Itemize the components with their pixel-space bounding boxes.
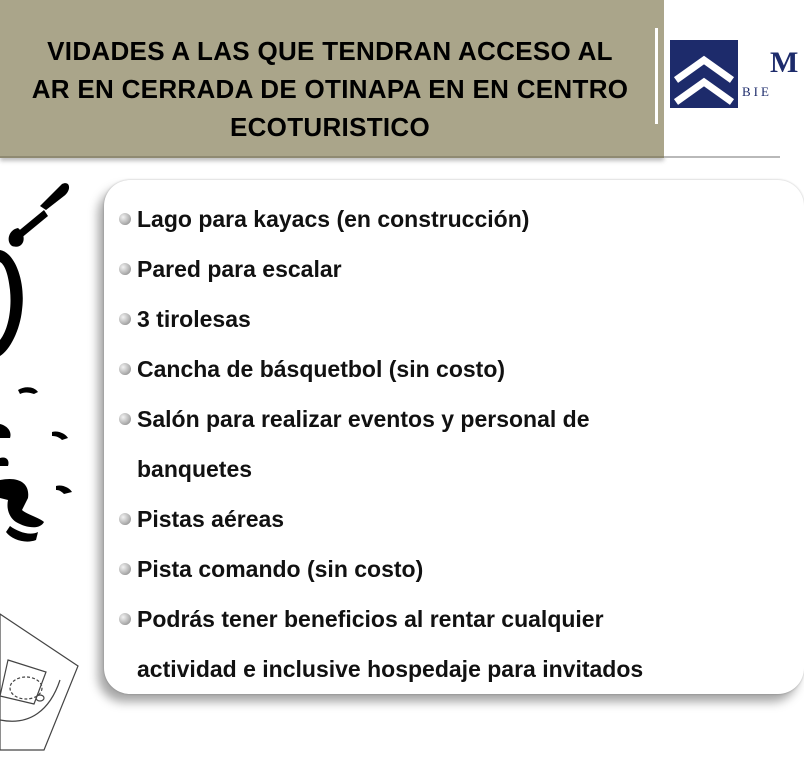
- bullet-icon: [119, 613, 131, 625]
- list-item: [118, 494, 643, 544]
- list-item: [118, 194, 643, 244]
- title-line-1: VIDADES A LAS QUE TENDRAN ACCESO AL: [47, 36, 613, 66]
- kayaker-silhouette-icon: [0, 180, 104, 580]
- title-line-2: AR EN CERRADA DE OTINAPA EN EN CENTRO: [31, 74, 629, 104]
- activities-list: [118, 194, 643, 694]
- bullet-icon: [119, 513, 131, 525]
- bullet-icon: [119, 313, 131, 325]
- bullet-icon: [119, 263, 131, 275]
- list-item-text: Pistas aéreas: [137, 506, 285, 532]
- list-item-text: Cancha de básquetbol (sin costo): [137, 356, 506, 382]
- list-item-text-continued: banquetes: [137, 456, 253, 482]
- header-divider: [655, 28, 658, 124]
- list-item: [118, 594, 643, 694]
- list-item-text: Salón para realizar eventos y personal de: [137, 406, 590, 432]
- list-item-text: 3 tirolesas: [137, 306, 251, 332]
- bullet-icon: [119, 563, 131, 575]
- logo-subtitle: BIE: [742, 84, 772, 99]
- list-item: [118, 344, 643, 394]
- list-item-text: Pared para escalar: [137, 256, 342, 282]
- list-item-text-continued: actividad e inclusive hospedaje para invitados: [137, 656, 644, 682]
- list-item: [118, 394, 643, 494]
- list-item-text: Pista comando (sin costo): [137, 556, 424, 582]
- logo-area: [664, 0, 799, 158]
- bullet-icon: [119, 213, 131, 225]
- list-item: [118, 294, 643, 344]
- list-item: [118, 544, 643, 594]
- list-item-text: Podrás tener beneficios al rentar cualquier: [137, 606, 604, 632]
- logo-letter: M: [770, 46, 799, 79]
- page-title: [0, 32, 670, 146]
- basketball-court-icon: [0, 600, 90, 750]
- bullet-icon: [119, 363, 131, 375]
- bullet-icon: [119, 413, 131, 425]
- list-item-text: Lago para kayacs (en construcción): [137, 206, 530, 232]
- list-item: [118, 244, 643, 294]
- activities-card: [104, 180, 804, 694]
- title-line-3: ECOTURISTICO: [229, 112, 431, 142]
- chevron-logo-icon: [670, 40, 738, 108]
- header-band: [0, 0, 664, 158]
